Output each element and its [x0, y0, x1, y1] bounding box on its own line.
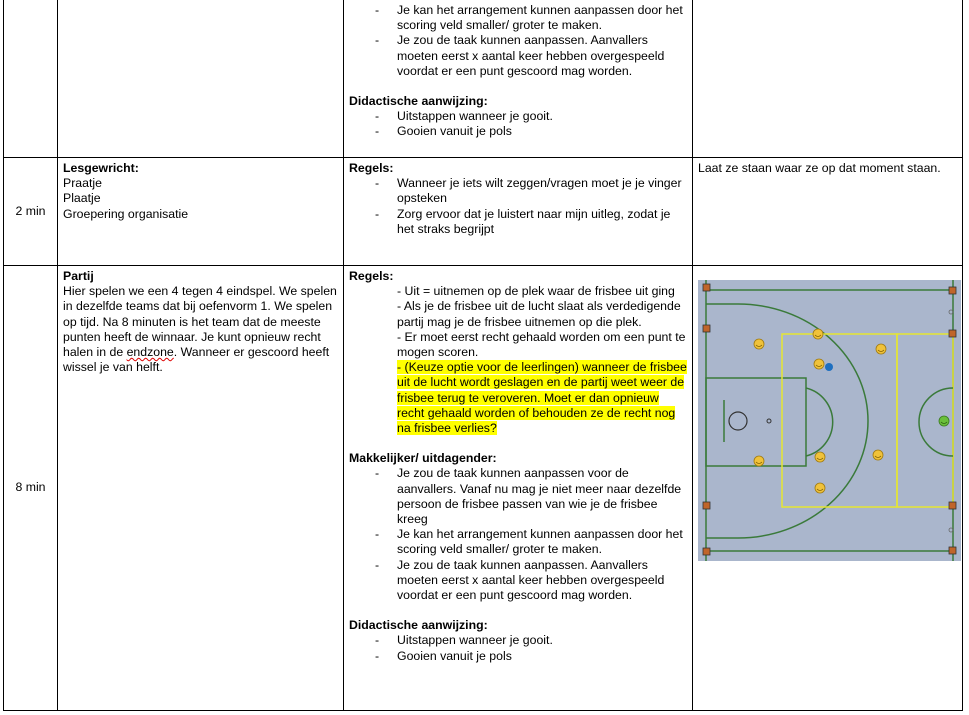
list-item: - Er moet eerst recht gehaald worden om een punt te mogen scoren.	[397, 329, 686, 360]
cone	[949, 547, 956, 554]
rules-title: Regels:	[349, 161, 394, 175]
list-item: - Je kan het arrangement kunnen aanpassen door het scoring veld smaller/ groter te maken.	[349, 527, 687, 557]
rules-title: Regels:	[349, 269, 394, 283]
smiley-icon	[815, 483, 825, 493]
cone	[949, 287, 956, 294]
list-item: - Je zou de taak kunnen aanpassen. Aanvallers moeten eerst x aantal keer hebben overgespeeld voordat er een punt gescoord mag worden.	[349, 558, 687, 604]
list-item: - Uit = uitnemen op de plek waar de frisbee uit ging	[397, 284, 675, 299]
cone	[949, 502, 956, 509]
cone	[703, 502, 710, 509]
note-cell	[693, 0, 962, 157]
content-cell	[58, 0, 344, 157]
didactic-title: Didactische aanwijzing:	[349, 618, 488, 633]
note-cell	[693, 158, 962, 265]
list-item: - Als je de frisbee uit de lucht slaat als verdedigende partij mag je de frisbee uitnemen op die plek.	[397, 299, 681, 329]
smiley-icon	[873, 450, 883, 460]
court-diagram	[698, 280, 961, 561]
list-item: - Zorg ervoor dat je luistert naar mijn uitleg, zodat je het straks begrijpt	[349, 207, 687, 237]
cone	[703, 325, 710, 332]
smiley-icon	[754, 456, 764, 466]
time-cell	[4, 266, 58, 710]
lesson-line: Plaatje	[63, 191, 101, 206]
party-text	[63, 284, 338, 375]
content-cell	[58, 266, 344, 710]
time-cell	[4, 158, 58, 265]
smiley-icon	[815, 452, 825, 462]
list-item: - Je zou de taak kunnen aanpassen voor de aanvallers. Vanaf nu mag je niet meer naar dezelfde persoon de frisbee passen van wie je de frisbee kreeg	[349, 466, 687, 527]
list-item: - Uitstappen wanneer je gooit.	[349, 109, 687, 124]
party-text-part: . Wanneer er gescoord heeft wissel je van helft.	[63, 345, 330, 375]
smiley-icon	[814, 359, 824, 369]
content-cell	[58, 158, 344, 265]
diagram-cell	[693, 266, 962, 710]
list-item: - Je kan het arrangement kunnen aanpassen door het scoring veld smaller/ groter te maken.	[349, 3, 687, 33]
table-row	[3, 266, 963, 711]
rules-cell	[344, 158, 693, 265]
party-title: Partij	[63, 269, 94, 283]
time-label: 8 min	[15, 480, 46, 494]
lesson-line: Praatje	[63, 176, 102, 191]
green-smiley-icon	[939, 416, 949, 426]
note-text: Laat ze staan waar ze op dat moment staan.	[698, 161, 941, 175]
smiley-icon	[754, 339, 764, 349]
easy-title: Makkelijker/ uitdagender:	[349, 451, 497, 466]
cone	[949, 330, 956, 337]
lesson-table	[3, 0, 963, 711]
list-item: - Uitstappen wanneer je gooit.	[349, 633, 687, 648]
lesson-line: Groepering organisatie	[63, 206, 189, 221]
party-text-part: Hier spelen we een 4 tegen 4 eindspel. We spelen in dezelfde teams dat bij oefenvorm 1. We spelen op tijd. Na 8 minuten is het team dat de meeste punten heeft de winnaar. Je kunt opnieuw recht halen in de	[63, 284, 337, 360]
list-item: - Wanneer je iets wilt zeggen/vragen moet je je vinger opsteken	[349, 176, 687, 206]
smiley-icon	[813, 329, 823, 339]
court-floor	[698, 280, 961, 561]
time-cell	[4, 0, 58, 157]
table-row	[3, 158, 963, 266]
list-item: - Gooien vanuit je pols	[349, 649, 687, 664]
highlight-text: - (Keuze optie voor de leerlingen) wanneer de frisbee uit de lucht wordt geslagen en de partij weet weer de frisbee terug te veroveren. Moet er dan opnieuw recht gehaald worden of behouden ze de recht nog na frisbee verlies?	[397, 360, 687, 436]
highlighted-rule	[349, 360, 687, 436]
smiley-icon	[876, 344, 886, 354]
rules-cell	[344, 0, 693, 157]
cone	[703, 548, 710, 555]
list-item: - Gooien vanuit je pols	[349, 124, 687, 139]
time-label: 2 min	[15, 204, 46, 218]
cone	[703, 284, 710, 291]
list-item: - Je zou de taak kunnen aanpassen. Aanvallers moeten eerst x aantal keer hebben overgespeeld voordat er een punt gescoord mag worden.	[349, 33, 687, 79]
table-row	[3, 0, 963, 158]
frisbee-icon	[825, 363, 833, 371]
lesson-title: Lesgewricht:	[63, 161, 139, 175]
spelling-squiggle: endzone	[126, 345, 174, 360]
rules-cell	[344, 266, 693, 710]
didactic-title: Didactische aanwijzing:	[349, 94, 488, 109]
